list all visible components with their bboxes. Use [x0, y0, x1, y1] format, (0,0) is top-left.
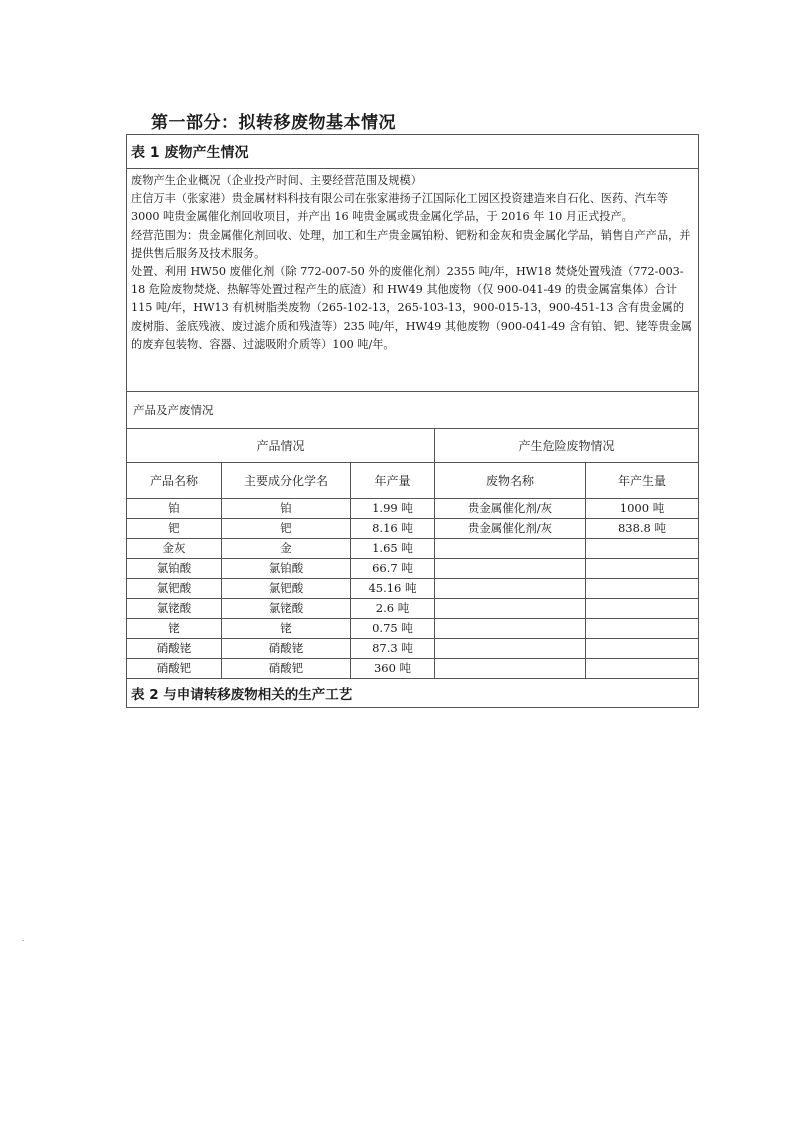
cell-product-name: 硝酸铑: [127, 639, 222, 659]
cell-waste-name: [435, 579, 586, 599]
cell-product-name: 氯钯酸: [127, 579, 222, 599]
table-row: [127, 659, 699, 679]
table2-title: 表 2 与申请转移废物相关的生产工艺: [127, 679, 699, 708]
cell-chemical-name: 铂: [222, 499, 351, 519]
business-scope-paragraph: 经营范围为：贵金属催化剂回收、处理，加工和生产贵金属铂粉、钯粉和金灰和贵金属化学品，销售自产产品，并提供售后服务及技术服务。: [131, 228, 691, 260]
table-row: [127, 499, 699, 519]
scan-speck: [22, 940, 24, 941]
cell-chemical-name: 氯铂酸: [222, 559, 351, 579]
cell-annual-output: 45.16 吨: [351, 579, 435, 599]
table-row: [127, 579, 699, 599]
cell-product-name: 铂: [127, 499, 222, 519]
cell-annual-output: 66.7 吨: [351, 559, 435, 579]
cell-chemical-name: 金: [222, 539, 351, 559]
table-row: [127, 519, 699, 539]
table-row: [127, 559, 699, 579]
disposal-capacity-paragraph: 处置、利用 HW50 废催化剂（除 772-007-50 外的废催化剂）2355 吨/年，HW18 焚烧处置残渣（772-003-18 危险废物焚烧、热解等处置过程产生的底渣）和 HW49 其他废物（仅 900-041-49 的贵金属富集体）合计 115 吨/年，HW13 有机树脂类废物（265-102-13，265-103-13，900-015-13，900-451-13 含有贵金属的废树脂、釜底残液、废过滤介质和残渣等）235 吨/年，HW49 其他废物（900-041-49 含有铂、钯、铑等贵金属的废弃包装物、容器、过滤吸附介质等）100 吨/年。: [131, 265, 692, 351]
cell-annual-output: 360 吨: [351, 659, 435, 679]
cell-chemical-name: 硝酸钯: [222, 659, 351, 679]
cell-annual-output: 2.6 吨: [351, 599, 435, 619]
table-row: [127, 639, 699, 659]
cell-product-name: 氯铑酸: [127, 599, 222, 619]
table-row: [127, 599, 699, 619]
cell-product-name: 氯铂酸: [127, 559, 222, 579]
cell-waste-name: 贵金属催化剂/灰: [435, 519, 586, 539]
cell-annual-generation: [586, 599, 699, 619]
cell-waste-name: [435, 599, 586, 619]
table1-title: 表 1 废物产生情况: [127, 135, 699, 169]
cell-annual-output: 1.99 吨: [351, 499, 435, 519]
cell-annual-output: 87.3 吨: [351, 639, 435, 659]
cell-product-name: 金灰: [127, 539, 222, 559]
cell-product-name: 铑: [127, 619, 222, 639]
cell-product-name: 硝酸钯: [127, 659, 222, 679]
overview-label: 废物产生企业概况（企业投产时间、主要经营范围及规模）: [131, 174, 422, 187]
column-header-waste-name: 废物名称: [435, 463, 586, 499]
cell-annual-output: 8.16 吨: [351, 519, 435, 539]
waste-group-header: 产生危险废物情况: [435, 429, 699, 463]
cell-waste-name: [435, 539, 586, 559]
company-overview: [127, 169, 699, 392]
cell-annual-generation: 1000 吨: [586, 499, 699, 519]
cell-annual-output: 1.65 吨: [351, 539, 435, 559]
cell-chemical-name: 氯铑酸: [222, 599, 351, 619]
cell-chemical-name: 钯: [222, 519, 351, 539]
cell-waste-name: [435, 559, 586, 579]
cell-chemical-name: 铑: [222, 619, 351, 639]
cell-waste-name: 贵金属催化剂/灰: [435, 499, 586, 519]
column-header-annual-generation: 年产生量: [586, 463, 699, 499]
cell-annual-output: 0.75 吨: [351, 619, 435, 639]
column-header-chemical-name: 主要成分化学名: [222, 463, 351, 499]
products-section-label: 产品及产废情况: [127, 392, 699, 429]
table-row: [127, 539, 699, 559]
cell-annual-generation: [586, 619, 699, 639]
cell-product-name: 钯: [127, 519, 222, 539]
cell-annual-generation: [586, 659, 699, 679]
products-group-header: 产品情况: [127, 429, 435, 463]
cell-chemical-name: 氯钯酸: [222, 579, 351, 599]
column-header-annual-output: 年产量: [351, 463, 435, 499]
cell-waste-name: [435, 639, 586, 659]
waste-generation-table: [126, 134, 699, 708]
cell-chemical-name: 硝酸铑: [222, 639, 351, 659]
column-header-product-name: 产品名称: [127, 463, 222, 499]
cell-annual-generation: [586, 579, 699, 599]
table-row: [127, 619, 699, 639]
cell-annual-generation: [586, 559, 699, 579]
cell-annual-generation: [586, 639, 699, 659]
section-heading: 第一部分：拟转移废物基本情况: [151, 113, 396, 133]
cell-waste-name: [435, 659, 586, 679]
cell-waste-name: [435, 619, 586, 639]
cell-annual-generation: [586, 539, 699, 559]
cell-annual-generation: 838.8 吨: [586, 519, 699, 539]
overview-paragraph: 庄信万丰（张家港）贵金属材料科技有限公司在张家港扬子江国际化工园区投资建造来自石化、医药、汽车等 3000 吨贵金属催化剂回收项目，并产出 16 吨贵金属或贵金属化学品，于 2016 年 10 月正式投产。: [131, 192, 669, 224]
